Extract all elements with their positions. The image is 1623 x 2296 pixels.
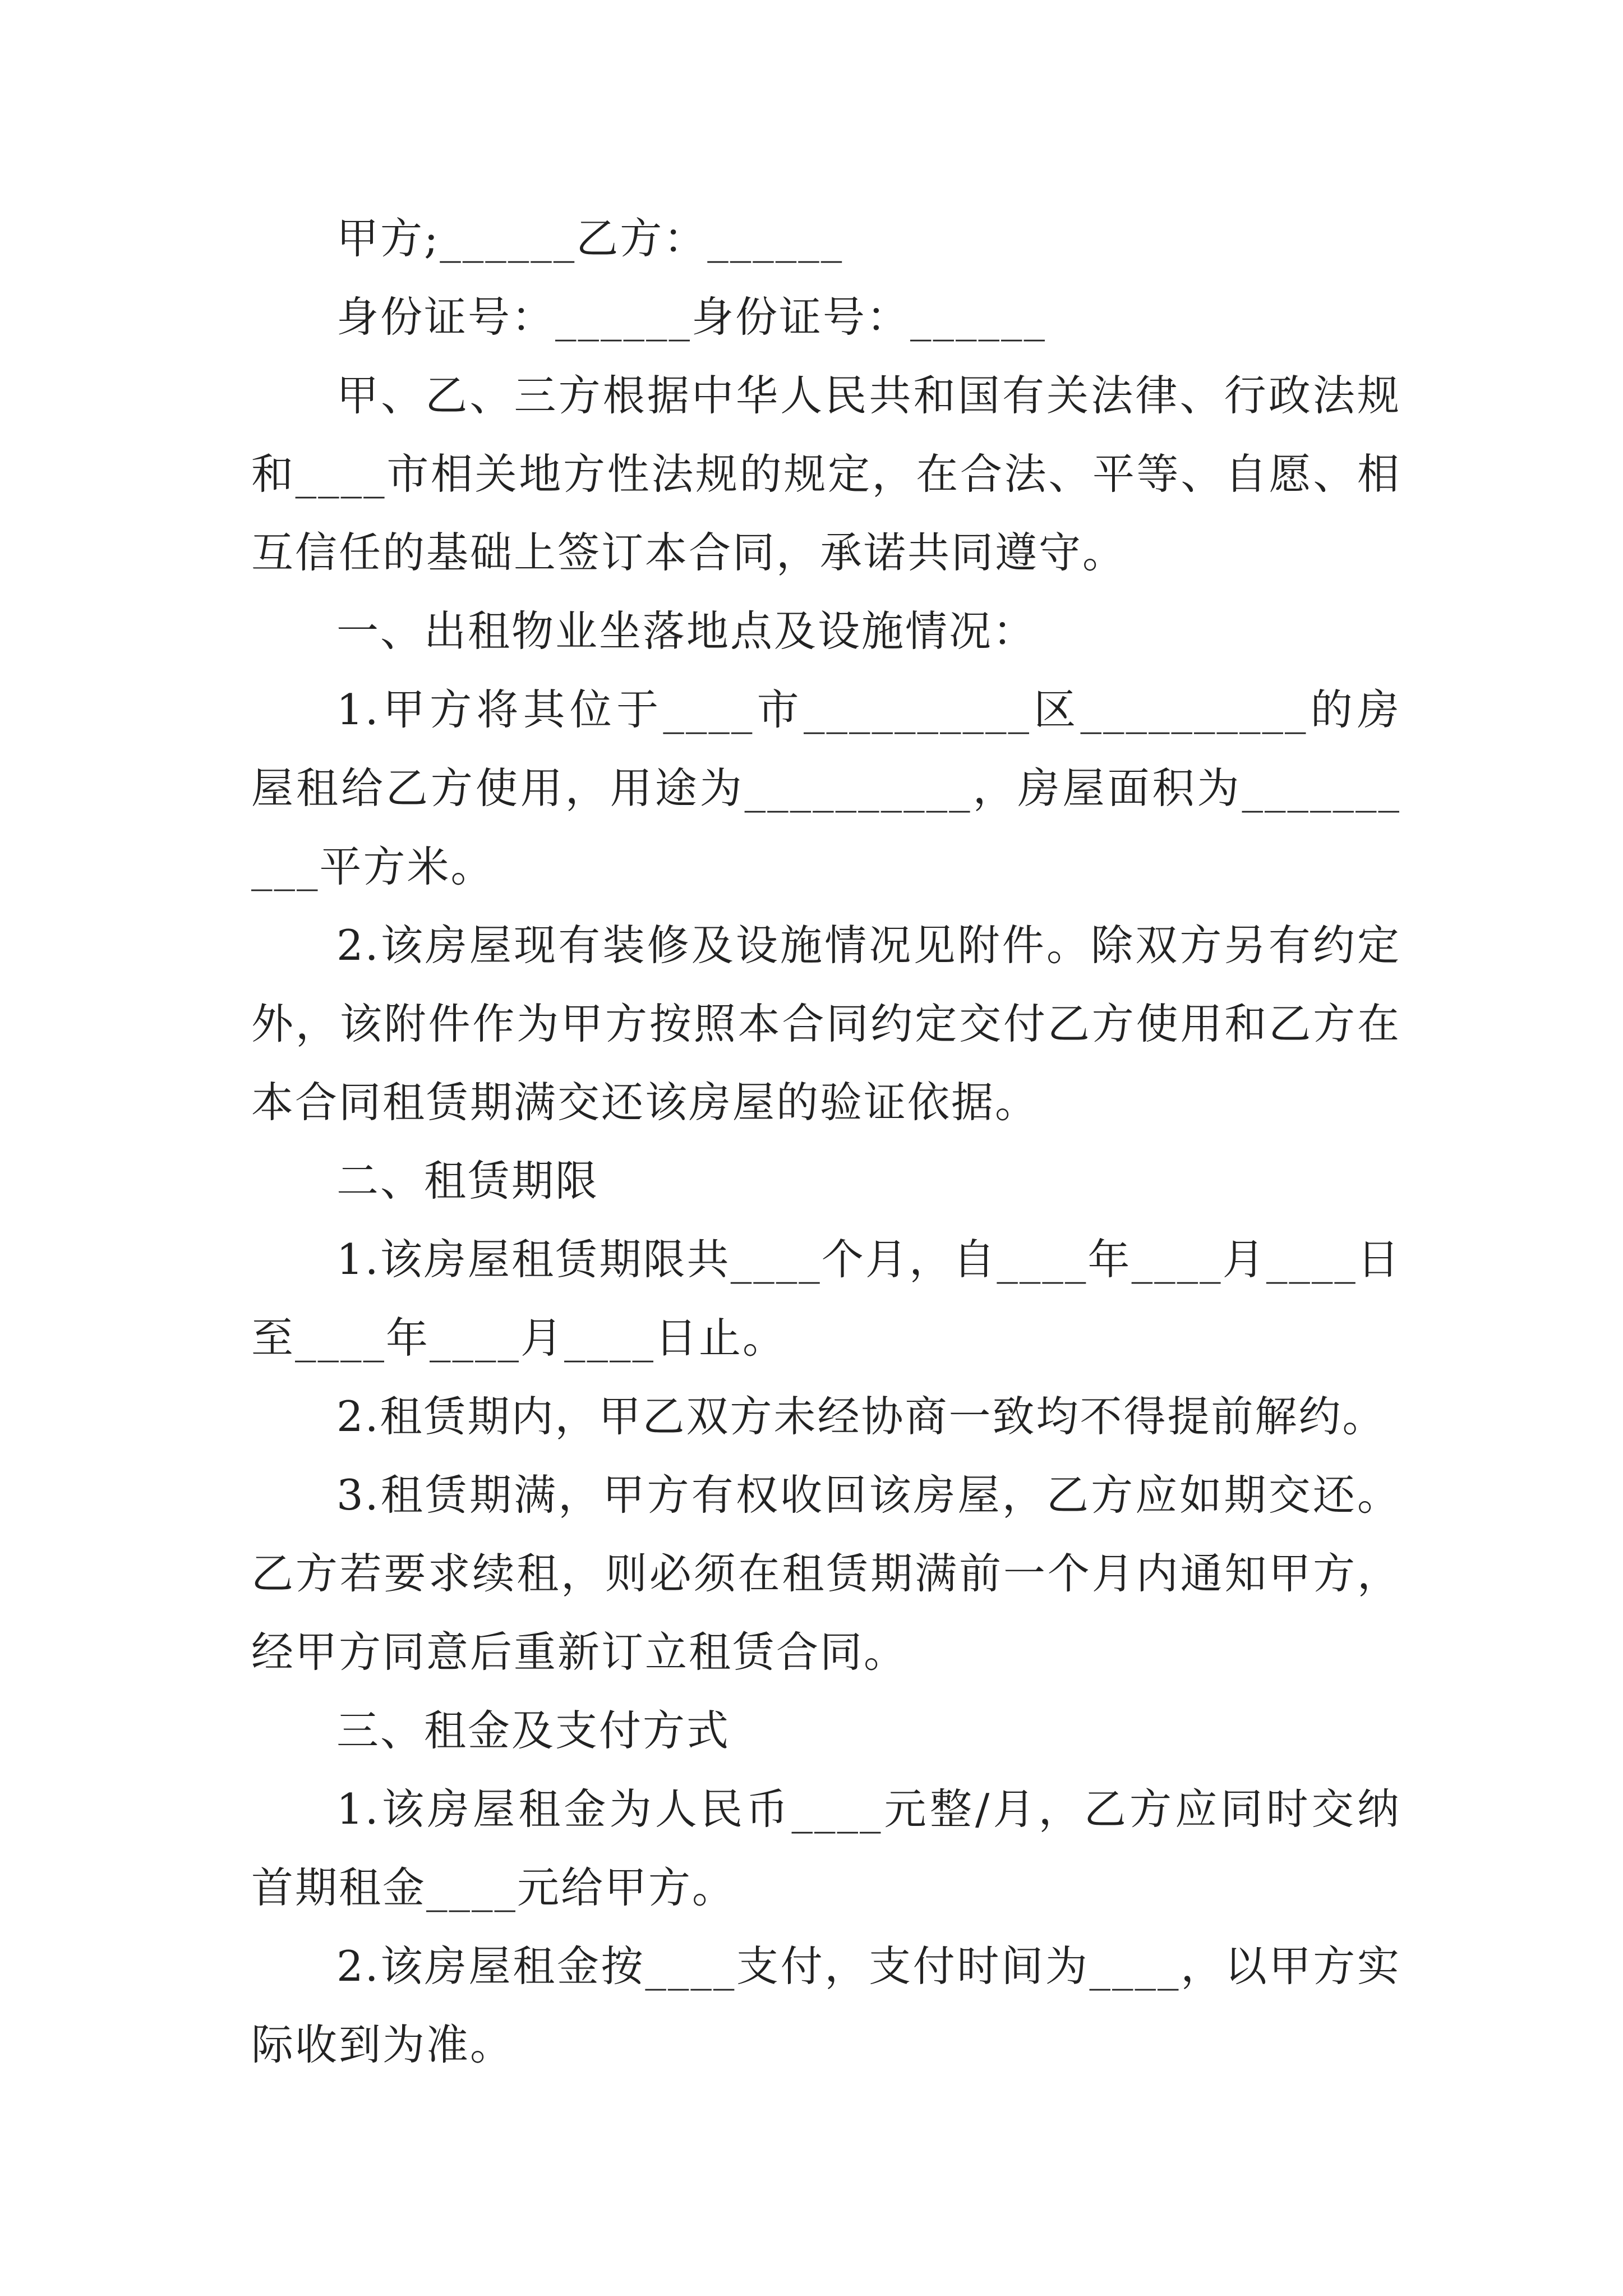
section-2-clause-3: 3.租赁期满，甲方有权收回该房屋，乙方应如期交还。乙方若要求续租，则必须在租赁期满前一个月内通知甲方，经甲方同意后重新订立租赁合同。 bbox=[251, 1470, 1401, 1677]
section-1-heading: 一、出租物业坐落地点及设施情况： bbox=[336, 606, 1037, 656]
section-1-clause-1: 1.甲方将其位于____市__________区__________的房屋租给乙方使用，用途为__________，房屋面积为__________平方米。 bbox=[251, 685, 1401, 891]
section-2-clause-1: 1.该房屋租赁期限共____个月，自____年____月____日至____年____月____日止。 bbox=[251, 1235, 1401, 1363]
section-3-clause-2: 2.该房屋租金按____支付，支付时间为____，以甲方实际收到为准。 bbox=[251, 1941, 1401, 2069]
section-1-clause-2: 2.该房屋现有装修及设施情况见附件。除双方另有约定外，该附件作为甲方按照本合同约定交付乙方使用和乙方在本合同租赁期满交还该房屋的验证依据。 bbox=[251, 921, 1401, 1127]
contract-body bbox=[251, 199, 1401, 2084]
section-3-clause-1: 1.该房屋租金为人民币____元整/月，乙方应同时交纳首期租金____元给甲方。 bbox=[251, 1784, 1401, 1912]
section-2-heading: 二、租赁期限 bbox=[336, 1156, 600, 1205]
section-3-heading: 三、租金及支付方式 bbox=[336, 1706, 731, 1755]
id-number-line: 身份证号：______身份证号：______ bbox=[336, 292, 1047, 342]
section-2-clause-2: 2.租赁期内，甲乙双方未经协商一致均不得提前解约。 bbox=[336, 1392, 1386, 1441]
preamble-paragraph: 甲、乙、三方根据中华人民共和国有关法律、行政法规和____市相关地方性法规的规定，在合法、平等、自愿、相互信任的基础上签订本合同，承诺共同遵守。 bbox=[251, 371, 1401, 577]
party-names-line: 甲方;______乙方：______ bbox=[336, 214, 844, 263]
